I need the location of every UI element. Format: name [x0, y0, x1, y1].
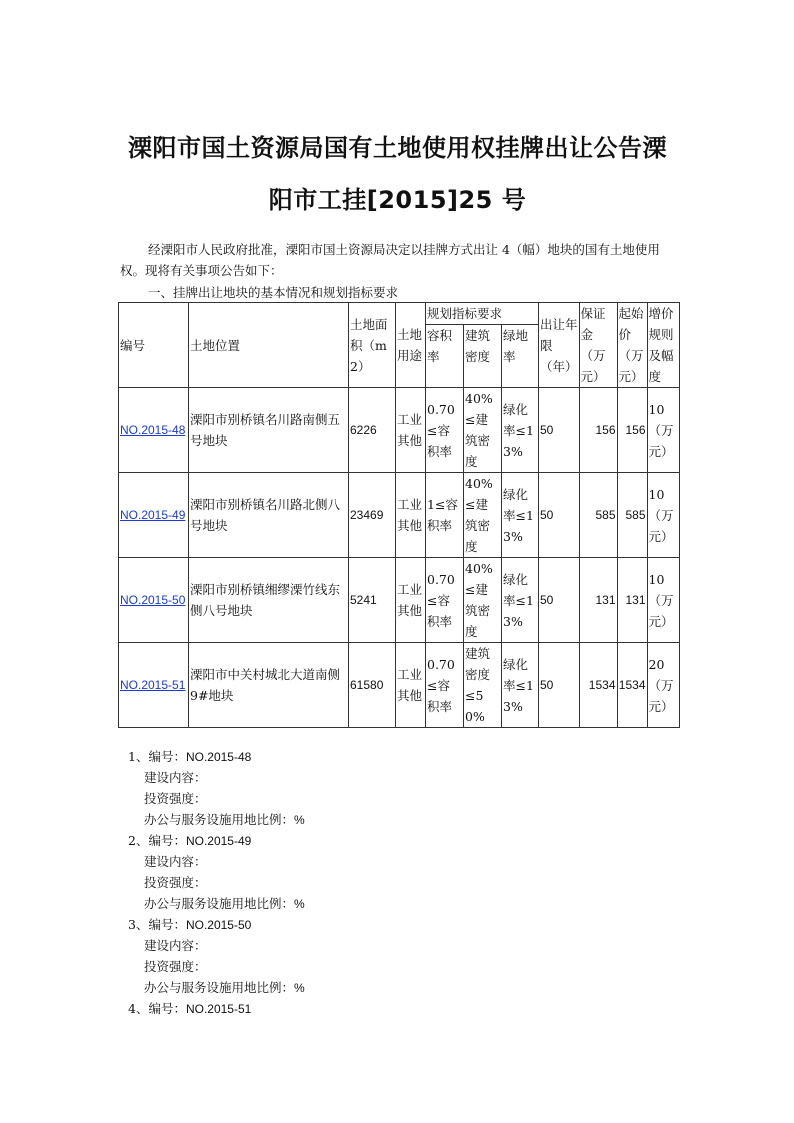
parcel-use: 工业其他 [396, 558, 426, 643]
parcel-density: 40%≤建筑密度 [464, 388, 502, 473]
parcel-location: 溧阳市别桥镇缃缪溧竹线东侧八号地块 [189, 558, 349, 643]
parcel-term: 50 [539, 388, 580, 473]
header-use: 土地用途 [396, 303, 426, 388]
office-ratio: 办公与服务设施用地比例：% [144, 896, 305, 911]
parcel-density: 建筑密度≤50% [464, 643, 502, 728]
office-ratio: 办公与服务设施用地比例：% [144, 980, 305, 995]
parcel-green: 绿化率≤13% [502, 558, 539, 643]
build-content: 建设内容： [144, 938, 207, 953]
parcel-green: 绿化率≤13% [502, 473, 539, 558]
parcel-deposit: 156 [579, 388, 617, 473]
parcel-density: 40%≤建筑密度 [464, 558, 502, 643]
list-item [128, 830, 305, 851]
parcel-far: 1≤容积率 [426, 473, 464, 558]
parcel-term: 50 [539, 473, 580, 558]
intro-paragraph: 经溧阳市人民政府批准，溧阳市国土资源局决定以挂牌方式出让 4（幅）地块的国有土地使用权。现将有关事项公告如下： [120, 242, 660, 278]
parcel-area: 6226 [349, 388, 396, 473]
parcel-use: 工业其他 [396, 643, 426, 728]
parcel-start-price: 585 [617, 473, 647, 558]
parcel-use: 工业其他 [396, 473, 426, 558]
table-row [119, 473, 680, 558]
parcel-green: 绿化率≤13% [502, 643, 539, 728]
item-number-label: 2、编号： [128, 833, 186, 848]
section-heading: 一、挂牌出让地块的基本情况和规划指标要求 [148, 285, 399, 300]
parcel-link[interactable]: NO.2015-50 [120, 593, 186, 607]
page-title-line-1: 溧阳市国土资源局国有土地使用权挂牌出让公告溧 [128, 134, 667, 162]
parcel-far: 0.70≤容积率 [426, 388, 464, 473]
parcel-increment: 10（万元） [647, 473, 679, 558]
parcel-increment: 10（万元） [647, 558, 679, 643]
header-location: 土地位置 [189, 303, 349, 388]
item-number: NO.2015-50 [185, 918, 252, 932]
header-area: 土地面积（m2） [349, 303, 396, 388]
item-number: NO.2015-51 [185, 1002, 252, 1016]
item-number: NO.2015-49 [185, 834, 252, 848]
office-ratio: 办公与服务设施用地比例：% [144, 812, 305, 827]
investment-intensity: 投资强度： [144, 959, 207, 974]
item-number-label: 4、编号： [128, 1001, 186, 1016]
parcel-link[interactable]: NO.2015-48 [120, 423, 186, 437]
parcel-green: 绿化率≤13% [502, 388, 539, 473]
parcel-term: 50 [539, 643, 580, 728]
list-item [128, 914, 305, 935]
land-parcel-table [118, 302, 680, 728]
parcel-deposit: 131 [579, 558, 617, 643]
parcel-start-price: 1534 [617, 643, 647, 728]
header-start-price: 起始价（万元） [617, 303, 647, 388]
parcel-term: 50 [539, 558, 580, 643]
parcel-density: 40%≤建筑密度 [464, 473, 502, 558]
parcel-start-price: 131 [617, 558, 647, 643]
parcel-location: 溧阳市别桥镇名川路南侧五号地块 [189, 388, 349, 473]
header-plan: 规划指标要求 [426, 303, 539, 325]
parcel-deposit: 1534 [579, 643, 617, 728]
parcel-requirements-list [128, 746, 305, 1019]
parcel-increment: 20（万元） [647, 643, 679, 728]
header-increment: 增价规则及幅度 [647, 303, 679, 388]
parcel-use: 工业其他 [396, 388, 426, 473]
investment-intensity: 投资强度： [144, 791, 207, 806]
parcel-link[interactable]: NO.2015-51 [120, 678, 186, 692]
parcel-area: 61580 [349, 643, 396, 728]
parcel-location: 溧阳市中关村城北大道南侧 9#地块 [189, 643, 349, 728]
build-content: 建设内容： [144, 854, 207, 869]
table-row [119, 558, 680, 643]
parcel-far: 0.70≤容积率 [426, 558, 464, 643]
header-density: 建筑密度 [464, 325, 502, 388]
build-content: 建设内容： [144, 770, 207, 785]
item-number: NO.2015-48 [185, 750, 252, 764]
parcel-increment: 10（万元） [647, 388, 679, 473]
header-deposit: 保证金（万元） [579, 303, 617, 388]
parcel-link[interactable]: NO.2015-49 [120, 508, 186, 522]
table-row [119, 643, 680, 728]
header-far: 容积率 [426, 325, 464, 388]
investment-intensity: 投资强度： [144, 875, 207, 890]
parcel-area: 23469 [349, 473, 396, 558]
list-item [128, 998, 305, 1019]
parcel-start-price: 156 [617, 388, 647, 473]
header-id: 编号 [119, 303, 189, 388]
header-term: 出让年限（年） [539, 303, 580, 388]
parcel-location: 溧阳市别桥镇名川路北侧八号地块 [189, 473, 349, 558]
page-title-line-2: 阳市工挂[2015]25 号 [268, 186, 527, 214]
item-number-label: 3、编号： [128, 917, 186, 932]
item-number-label: 1、编号： [128, 749, 186, 764]
table-row [119, 388, 680, 473]
parcel-far: 0.70≤容积率 [426, 643, 464, 728]
parcel-area: 5241 [349, 558, 396, 643]
parcel-deposit: 585 [579, 473, 617, 558]
list-item [128, 746, 305, 767]
header-green: 绿地率 [502, 325, 539, 388]
